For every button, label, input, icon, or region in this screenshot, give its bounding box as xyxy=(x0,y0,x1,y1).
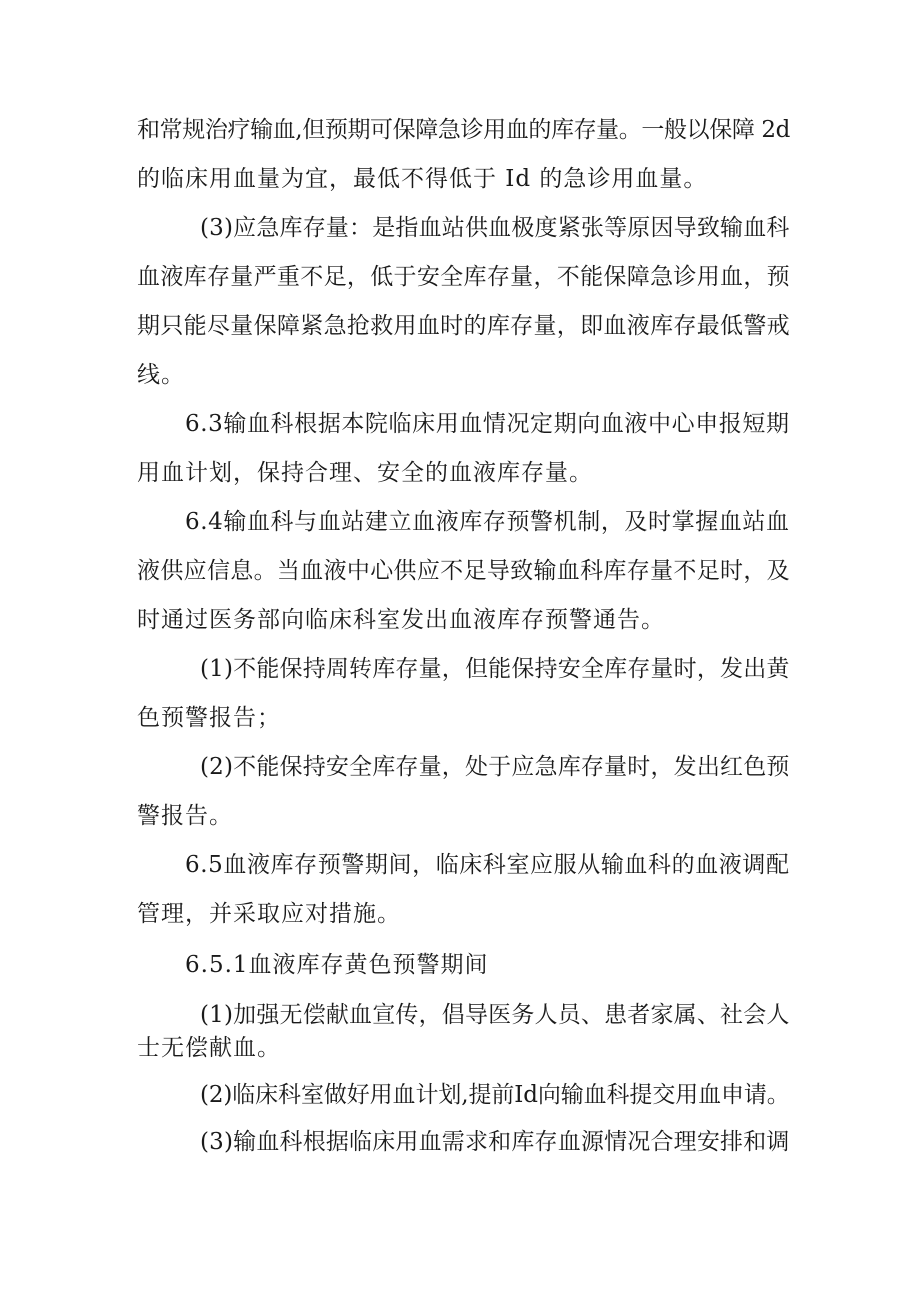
text-line: 6.5血液库存预警期间，临床科室应服从输血科的血液调配 xyxy=(185,852,790,878)
text-line: (2)临床科室做好用血计划,提前Id向输血科提交用血申请。 xyxy=(200,1082,790,1108)
text-line: 管理，并采取应对措施。 xyxy=(137,901,401,927)
text-line: 色预警报告； xyxy=(137,705,281,731)
text-line: (1)不能保持周转库存量，但能保持安全库存量时，发出黄 xyxy=(200,656,790,682)
text-line: 液供应信息。当血液中心供应不足导致输血科库存量不足时，及 xyxy=(137,558,790,584)
text-line: (2)不能保持安全库存量，处于应急库存量时，发出红色预 xyxy=(200,754,790,780)
text-line: 用血计划，保持合理、安全的血液库存量。 xyxy=(137,460,593,486)
text-line: 士无偿献血。 xyxy=(137,1035,281,1061)
text-line: (1)加强无偿献血宣传，倡导医务人员、患者家属、社会人 xyxy=(200,1002,790,1028)
text-line: 6.3输血科根据本院临床用血情况定期向血液中心申报短期 xyxy=(185,411,790,437)
text-line: 时通过医务部向临床科室发出血液库存预警通告。 xyxy=(137,607,665,633)
text-line: 6.4输血科与血站建立血液库存预警机制，及时掌握血站血 xyxy=(185,509,790,535)
text-line: 线。 xyxy=(137,362,185,388)
text-line: (3)应急库存量：是指血站供血极度紧张等原因导致输血科 xyxy=(200,215,790,241)
text-line: (3)输血科根据临床用血需求和库存血源情况合理安排和调 xyxy=(200,1129,790,1155)
text-line: 的临床用血量为宜，最低不得低于 Id 的急诊用血量。 xyxy=(137,166,708,192)
text-line: 期只能尽量保障紧急抢救用血时的库存量，即血液库存最低警戒 xyxy=(137,313,790,339)
text-line: 6.5.1血液库存黄色预警期间 xyxy=(185,952,489,978)
text-line: 血液库存量严重不足，低于安全库存量，不能保障急诊用血，预 xyxy=(137,264,790,290)
text-line: 和常规治疗输血,但预期可保障急诊用血的库存量。一般以保障 2d xyxy=(137,117,790,143)
text-line: 警报告。 xyxy=(137,803,233,829)
